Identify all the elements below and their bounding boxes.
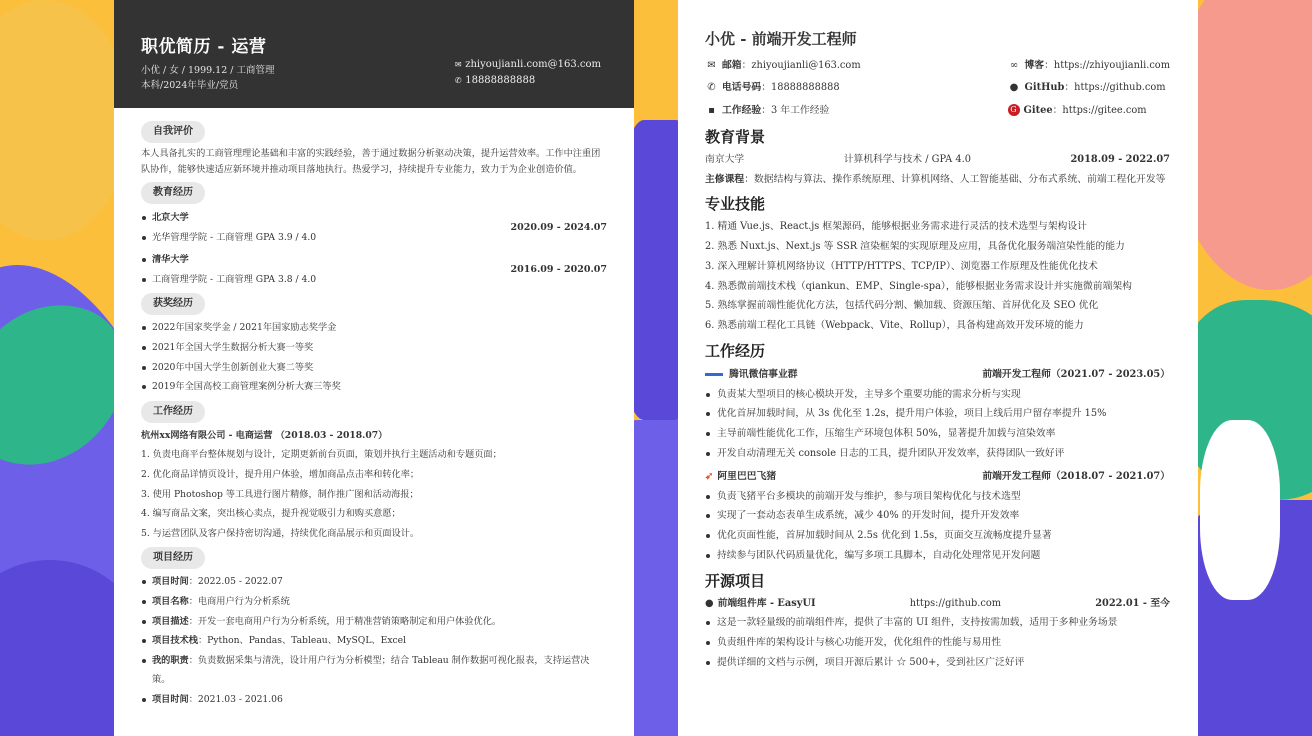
fliggy-logo-icon: ➹ [705, 470, 714, 482]
phone-row [453, 73, 601, 89]
meta-line: 本科/2024年毕业/党员 [141, 80, 239, 91]
work-item: 5. 与运营团队及客户保持密切沟通，持续优化商品展示和页面设计。 [141, 527, 420, 539]
project-url[interactable]: https://github.com [909, 597, 1002, 609]
opensource-items [705, 613, 1170, 672]
contact-key: 博客 [1024, 59, 1045, 71]
section-heading-work: 工作经历 [705, 341, 766, 360]
contact-grid [705, 55, 1170, 122]
project-field [141, 572, 607, 592]
project-field-key: 项目技术栈 [152, 635, 198, 647]
email-row [453, 57, 601, 73]
skill-item: 3. 深入理解计算机网络协议（HTTP/HTTPS、TCP/IP）、浏览器工作原理及性能优化技术 [705, 260, 1098, 272]
project-field-value: ：Python、Pandas、Tableau、MySQL、Excel [197, 635, 407, 647]
resume-body [114, 108, 634, 709]
bg-shape [1200, 420, 1280, 600]
project-field-value: ：2021.03 - 2021.06 [188, 693, 283, 705]
education-item [141, 208, 607, 247]
award-item: 2022年国家奖学金 / 2021年国家励志奖学金 [141, 318, 607, 338]
project-field-key: 我的职责 [152, 654, 189, 666]
resume-page-operations[interactable] [114, 0, 634, 736]
award-item: 2019年全国高校工商管理案例分析大赛三等奖 [141, 377, 607, 397]
opensource-header [705, 594, 1170, 614]
project-field-key: 项目时间 [152, 693, 189, 705]
project-field-value: ：开发一套电商用户行为分析系统，用于精准营销策略制定和用户体验优化。 [188, 615, 502, 627]
project-field-key: 项目名称 [152, 595, 189, 607]
skill-item: 4. 熟悉微前端技术栈（qiankun、EMP、Single-spa），能够根据业务需求设计并实施微前端架构 [705, 280, 1132, 292]
resume-title: 职优简历 - 运营 [141, 37, 267, 57]
opensource-item: 这是一款轻量级的前端组件库，提供了丰富的 UI 组件，支持按需加载，适用于多种业务场景 [705, 613, 1170, 633]
contact-block [453, 57, 601, 89]
section-heading-skills: 专业技能 [705, 195, 766, 214]
section-heading-work: 工作经历 [141, 401, 205, 423]
section-heading-opensource: 开源项目 [705, 571, 766, 590]
contact-row [705, 77, 861, 99]
education-date: 2018.09 - 2022.07 [1070, 153, 1170, 165]
project-field-value: ：2022.05 - 2022.07 [188, 576, 283, 588]
github-link[interactable]: ：https://github.com [1064, 82, 1166, 94]
project-field [141, 631, 607, 651]
project-name-wrap [705, 594, 816, 614]
job-duty: 优化页面性能，首屏加载时间从 2.5s 优化到 1.5s，页面交互流畅度提升显著 [705, 526, 1170, 546]
job-duty: 实现了一套动态表单生成系统，减少 40% 的开发时间，提升开发效率 [705, 506, 1170, 526]
project-field [141, 651, 607, 690]
resume-page-frontend[interactable] [678, 0, 1198, 736]
section-heading-self-eval: 自我评价 [141, 121, 205, 143]
skill-item: 2. 熟悉 Nuxt.js、Next.js 等 SSR 渲染框架的实现原理及应用，具备优化服务端渲染性能的能力 [705, 241, 1125, 252]
github-icon: ● [1009, 82, 1019, 94]
mail-icon: ✉ [707, 59, 716, 71]
contact-row [705, 100, 861, 122]
job-duties [705, 385, 1170, 464]
skill-item: 6. 熟悉前端工程化工具链（Webpack、Vite、Rollup），具备构建高效开发环境的能力 [705, 320, 1084, 332]
section-heading-education: 教育背景 [705, 128, 766, 147]
phone-icon: ✆ [454, 76, 462, 85]
opensource-item: 提供详细的文档与示例，项目开源后累计 ☆ 500+，受到社区广泛好评 [705, 653, 1170, 673]
education-item [141, 250, 607, 289]
mail-icon: ✉ [454, 60, 462, 69]
project-field-value: ：电商用户行为分析系统 [188, 595, 290, 607]
award-item: 2020年中国大学生创新创业大赛二等奖 [141, 358, 607, 378]
contact-key: Gitee [1023, 104, 1053, 116]
work-item: 1. 负责电商平台整体规划与设计，定期更新前台页面，策划并执行主题活动和专题页面； [141, 449, 502, 461]
courses-key: 主修课程 [705, 173, 745, 185]
github-icon: ● [705, 597, 714, 609]
job-header [705, 365, 1170, 385]
job-duty: 负责某大型项目的核心模块开发，主导多个重要功能的需求分析与实现 [705, 385, 1170, 405]
contact-value: ：zhiyoujianli@163.com [741, 59, 861, 71]
project-field [141, 690, 607, 710]
job-duty: 负责飞猪平台多模块的前端开发与维护，参与项目架构优化与技术选型 [705, 487, 1170, 507]
work-item: 3. 使用 Photoshop 等工具进行图片精修，制作推广图和活动海报； [141, 488, 419, 500]
project-list [141, 572, 607, 709]
bg-shape [0, 0, 130, 240]
contact-row[interactable] [1008, 100, 1171, 122]
work-item: 4. 编写商品文案，突出核心卖点，提升视觉吸引力和购买意愿； [141, 508, 401, 520]
opensource-item: 负责组件库的架构设计与核心功能开发，优化组件的性能与易用性 [705, 633, 1170, 653]
school-name: 清华大学 [141, 250, 316, 270]
contact-row[interactable] [1008, 77, 1171, 99]
job-role: 前端开发工程师（2021.07 - 2023.05） [982, 368, 1170, 380]
contact-key: 工作经验 [722, 104, 762, 116]
contact-col-right [1008, 55, 1171, 122]
job-header [705, 467, 1170, 487]
project-date: 2022.01 - 至今 [1095, 597, 1170, 609]
meta-line: 小优 / 女 / 1999.12 / 工商管理 [141, 65, 275, 76]
company-name: 腾讯微信事业群 [729, 368, 798, 380]
section-heading-education: 教育经历 [141, 182, 205, 204]
briefcase-icon: ▪ [708, 104, 715, 116]
contact-value: ：3 年工作经验 [761, 104, 830, 116]
project-field-key: 项目描述 [152, 615, 189, 627]
contact-key: 邮箱 [722, 59, 742, 71]
phone-text: 18888888888 [465, 75, 536, 86]
project-name: 前端组件库 - EasyUI [717, 597, 816, 609]
contact-key: GitHub [1024, 82, 1065, 94]
education-row [705, 150, 1170, 170]
contact-row [705, 55, 861, 77]
resume-header [114, 0, 634, 108]
resume-body [678, 0, 1198, 673]
email-text: zhiyoujianli.com@163.com [465, 59, 601, 70]
job-role: 前端开发工程师（2018.07 - 2021.07） [982, 470, 1170, 482]
section-heading-projects: 项目经历 [141, 547, 205, 569]
self-eval-text: 本人具备扎实的工商管理理论基础和丰富的实践经验，善于通过数据分析驱动决策，提升运营效率。工作中注重团队协作，能够快速适应新环境并推动项目落地执行。热爱学习，持续提升专业能力，致力于为企业创造价值。 [141, 148, 601, 175]
skill-item: 5. 熟练掌握前端性能优化方法，包括代码分割、懒加载、资源压缩、首屏优化及 SEO 优化 [705, 300, 1099, 312]
school-detail: 工商管理学院 - 工商管理 GPA 3.8 / 4.0 [141, 270, 316, 290]
gitee-link[interactable]: ：https://gitee.com [1052, 104, 1147, 116]
job-duty: 主导前端性能优化工作，压缩生产环境包体积 50%，显著提升加载与渲染效率 [705, 424, 1170, 444]
contact-row[interactable] [1008, 55, 1171, 77]
phone-icon: ✆ [707, 82, 716, 94]
contact-col-left [705, 55, 861, 122]
project-field [141, 612, 607, 632]
school-name: 北京大学 [141, 208, 316, 228]
courses-row [705, 170, 1170, 190]
skill-item: 1. 精通 Vue.js、React.js 框架源码，能够根据业务需求进行灵活的技术选型与架构设计 [705, 221, 1087, 233]
project-field-key: 项目时间 [152, 576, 189, 588]
job-duties [705, 487, 1170, 566]
section-heading-awards: 获奖经历 [141, 293, 205, 315]
award-item: 2021年全国大学生数据分析大赛一等奖 [141, 338, 607, 358]
job-duty: 持续参与团队代码质量优化，编写多项工具脚本，自动化处理常见开发问题 [705, 546, 1170, 566]
education-date: 2020.09 - 2024.07 [510, 221, 607, 233]
education-date: 2016.09 - 2020.07 [510, 263, 607, 275]
courses-value: ：数据结构与算法、操作系统原理、计算机网络、人工智能基础、分布式系统、前端工程化开发等 [744, 173, 1166, 185]
awards-list [141, 318, 607, 396]
job-duty: 优化首屏加载时间，从 3s 优化至 1.2s，提升用户体验，项目上线后用户留存率提升 15% [705, 404, 1170, 424]
job-duty: 开发自动清理无关 console 日志的工具，提升团队开发效率，获得团队一致好评 [705, 444, 1170, 464]
school-major: 计算机科学与技术 / GPA 4.0 [843, 153, 971, 165]
blog-link[interactable]: ：https://zhiyoujianli.com [1044, 59, 1170, 71]
project-field-value: ：负责数据采集与清洗，设计用户行为分析模型；结合 Tableau 制作数据可视化报表，支持运营决策。 [152, 654, 590, 686]
project-field [141, 592, 607, 612]
link-icon: ∞ [1009, 59, 1019, 71]
company [705, 365, 798, 385]
contact-key: 电话号码 [722, 82, 762, 94]
school-detail: 光华管理学院 - 工商管理 GPA 3.9 / 4.0 [141, 228, 316, 248]
company [705, 467, 776, 487]
resume-title: 小优 - 前端开发工程师 [705, 30, 857, 48]
contact-value: ：18888888888 [761, 82, 840, 94]
school-name: 南京大学 [705, 153, 745, 165]
wechat-logo-icon [705, 373, 723, 376]
gitee-icon: G [1008, 104, 1020, 116]
work-item: 2. 优化商品详情页设计，提升用户体验，增加商品点击率和转化率； [141, 468, 420, 480]
company-name: 阿里巴巴飞猪 [717, 470, 777, 482]
work-title: 杭州xx网络有限公司 - 电商运营 （2018.03 - 2018.07） [141, 429, 388, 441]
